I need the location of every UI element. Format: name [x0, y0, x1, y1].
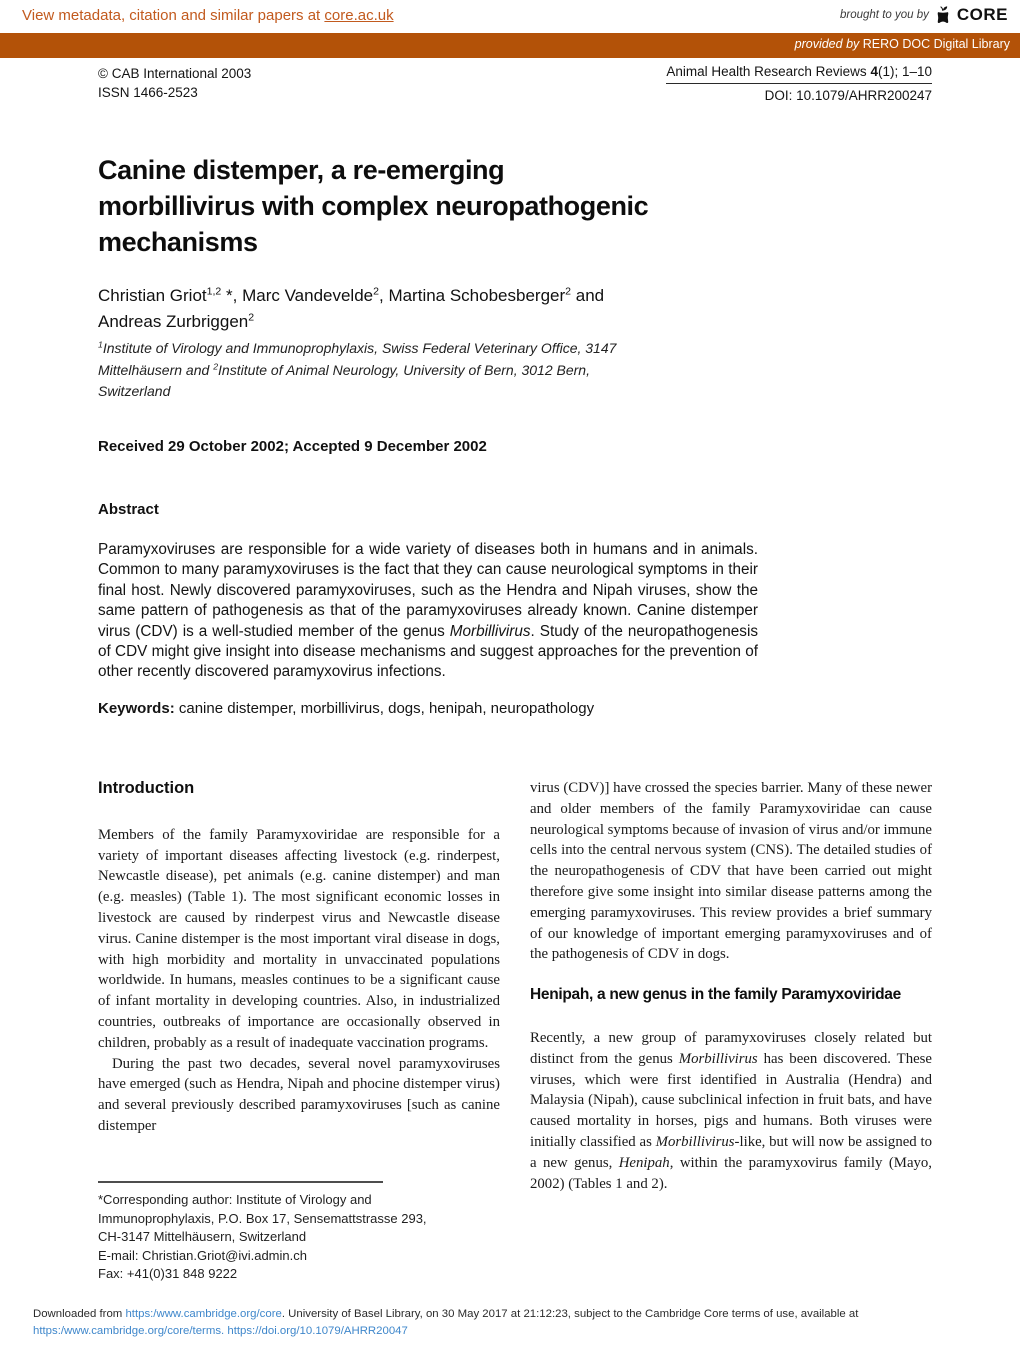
affiliation [98, 338, 718, 403]
henipah-italic-2: Morbillivirus [655, 1133, 735, 1150]
author-1-affmark: 1,2 [206, 285, 222, 298]
henipah-seg-2: has been discovered. These viruses, which were first identified in Australia (Hendra) and Malaysia (Nipah), cause subclinical infection in fruit bats, and have caused mortality in horses, pigs and humans. Both viruses were initially classified as [530, 1050, 932, 1150]
affiliation-1-text: Institute of Virology and Immunoprophylaxis, Swiss Federal Veterinary Office, 3147 [102, 340, 617, 356]
footnote-line-1: *Corresponding author: Institute of Virology and [98, 1192, 372, 1207]
henipah-seg-3: -like, but will now be assigned to a new genus, [530, 1133, 932, 1171]
download-footer [33, 1306, 993, 1339]
author-1: Christian Griot [98, 286, 207, 305]
affiliation-line-1 [98, 338, 718, 360]
henipah-para [530, 1028, 932, 1194]
provided-by-label: provided by [794, 37, 860, 51]
affiliation-line-3: Switzerland [98, 383, 171, 399]
title-line-2: morbillivirus with complex neuropathogenic [98, 191, 649, 221]
author-2-affmark: 2 [373, 285, 379, 298]
henipah-italic-1: Morbillivirus [678, 1050, 758, 1067]
footnote-line-2: Immunoprophylaxis, P.O. Box 17, Sensemattstrasse 293, [98, 1210, 427, 1226]
title-line-3: mechanisms [98, 227, 258, 257]
keywords-label: Keywords: [98, 700, 175, 717]
authors-row-1 [98, 283, 738, 309]
right-column-para-1: virus (CDV)] have crossed the species barrier. Many of these newer and older members of the family Paramyxoviridae can cause neurological symptoms because of invasion of virus and/or immune cells into the central nervous system (CNS). The detailed studies of the neuropathogenesis of CDV that have been carried out might therefore give some insight into similar disease patterns among the emerging paramyxoviruses. This review provides a brief summary of our knowledge of important emerging paramyxoviruses and of the pathogenesis of CDV in dogs. [530, 780, 932, 963]
abstract-genus-italic: Morbillivirus [449, 622, 531, 640]
introduction-heading: Introduction [98, 779, 195, 797]
keywords-line [98, 700, 594, 717]
cambridge-core-link[interactable]: https:/www.cambridge.org/core [125, 1308, 282, 1320]
journal-volume: 4 [870, 64, 878, 79]
henipah-seg-4: , within the paramyxovirus family (Mayo, 2002) (Tables 1 and 2). [530, 1154, 933, 1192]
author-separator: , [378, 286, 389, 305]
apple-core-icon [935, 4, 951, 26]
footer-terms-text: . University of Basel Library, on 30 May 2017 at 21:12:23, subject to the Cambridge Core terms of use, available at [281, 1308, 859, 1320]
provided-by-text [795, 37, 1010, 51]
page-title [98, 152, 818, 260]
footnote-fax-line: Fax: +41(0)31 848 9222 [98, 1266, 238, 1281]
introduction-para-2: During the past two decades, several novel paramyxoviruses have emerged (such as Hendra, Nipah and phocine distemper virus) and several previously described paramyxoviruses [such as canine distemper [98, 1055, 500, 1134]
cambridge-terms-link[interactable]: https:/www.cambridge.org/core/terms. [33, 1324, 225, 1337]
abstract-text [98, 540, 758, 683]
affiliation-line-2 [98, 360, 718, 382]
footnote-email-line: E-mail: Christian.Griot@ivi.admin.ch [98, 1247, 307, 1263]
abstract-heading: Abstract [98, 501, 159, 518]
author-4-affmark: 2 [248, 311, 255, 324]
abstract-seg-1: Paramyxoviruses are responsible for a wide variety of diseases both in humans and in animals. Common to many paramyxoviruses is the fact that they can cause neurological symptoms in their final host. Newly discovered paramyxoviruses, such as the Hendra and Nipah viruses, show the same pattern of pathogenesis as that of the paramyxoviruses already known. Canine distemper virus (CDV) is a well-studied member of the genus [98, 541, 758, 640]
author-3: Martina Schobesberger [388, 286, 566, 305]
authors-row-2 [98, 309, 738, 335]
author-4: Andreas Zurbriggen [98, 312, 249, 331]
footer-line-1 [33, 1306, 993, 1323]
affiliation-2-text: Institute of Animal Neurology, University of Bern, 3012 Bern, [218, 361, 590, 378]
affiliation-1-mark: 1 [98, 339, 103, 350]
corresponding-author-footnote [98, 1181, 500, 1284]
journal-issue-pages: (1); 1–10 [877, 64, 932, 79]
brought-to-you-by-label: brought to you by [840, 9, 929, 21]
footer-downloaded-from: Downloaded from [33, 1308, 126, 1320]
introduction-para-1: Members of the family Paramyxoviridae are responsible for a variety of important diseases affecting livestock (e.g. rinderpest, Newcastle disease), pet animals (e.g. canine distemper) and man (e.g. measles) (Table 1). The most significant economic losses in livestock are caused by rinderpest virus and Newcastle disease virus. Canine distemper is the most important viral disease in dogs, with high morbidity and mortality in unvaccinated populations worldwide. In humans, measles continues to be a significant cause of infant mortality in developing countries. Also, in industrialized countries, outbreaks of importance are occasionally observed in children, probably as a result of inadequate vaccination programs. [98, 826, 500, 1051]
henipah-heading: Henipah, a new genus in the family Paramyxoviridae [530, 986, 901, 1004]
journal-citation [666, 64, 932, 84]
publisher-block [98, 64, 251, 102]
journal-block [666, 64, 932, 103]
henipah-italic-3: Henipah [618, 1154, 670, 1171]
core-wordmark: CORE [956, 5, 1008, 24]
keywords-text: canine distemper, morbillivirus, dogs, henipah, neuropathology [174, 700, 595, 717]
issn-line: ISSN 1466-2523 [98, 85, 198, 100]
affiliation-2-mark: 2 [213, 360, 219, 371]
abstract-seg-2: . Study of the neuropathogenesis of CDV might give insight into disease mechanisms and suggest approaches for the prevention of other recently discovered paramyxovirus infections. [98, 622, 758, 681]
title-line-1: Canine distemper, a re-emerging [98, 155, 505, 185]
right-column [530, 778, 932, 1194]
author-3-affmark: 2 [565, 285, 572, 298]
affiliation-2-pre: Mittelhäusern and [98, 361, 214, 378]
authors-and: and [571, 286, 605, 305]
journal-name: Animal Health Research Reviews [666, 64, 871, 79]
henipah-seg-1: Recently, a new group of paramyxoviruses closely related but distinct from the genus [530, 1029, 932, 1067]
footnote-line-3: CH-3147 Mittelhäusern, Switzerland [98, 1229, 307, 1244]
received-accepted-line: Received 29 October 2002; Accepted 9 December 2002 [98, 438, 487, 455]
core-banner [0, 0, 1020, 33]
footer-line-2 [33, 1323, 993, 1340]
core-logo [840, 4, 1008, 26]
view-metadata-label: View metadata, citation and similar papers at [22, 7, 325, 24]
author-2: Marc Vandevelde [242, 286, 374, 305]
doi-link[interactable]: https://doi.org/10.1079/AHRR20047 [227, 1324, 408, 1337]
footnote-rule [98, 1181, 383, 1183]
left-column [98, 778, 500, 1137]
doi-line: DOI: 10.1079/AHRR200247 [764, 88, 932, 103]
provider-name: RERO DOC Digital Library [859, 37, 1010, 51]
authors-line [98, 283, 738, 335]
copyright-line: © CAB International 2003 [98, 66, 252, 81]
view-metadata-text [22, 7, 394, 24]
corresponding-star: *, [221, 286, 243, 305]
core-ac-uk-link[interactable]: core.ac.uk [324, 7, 394, 24]
